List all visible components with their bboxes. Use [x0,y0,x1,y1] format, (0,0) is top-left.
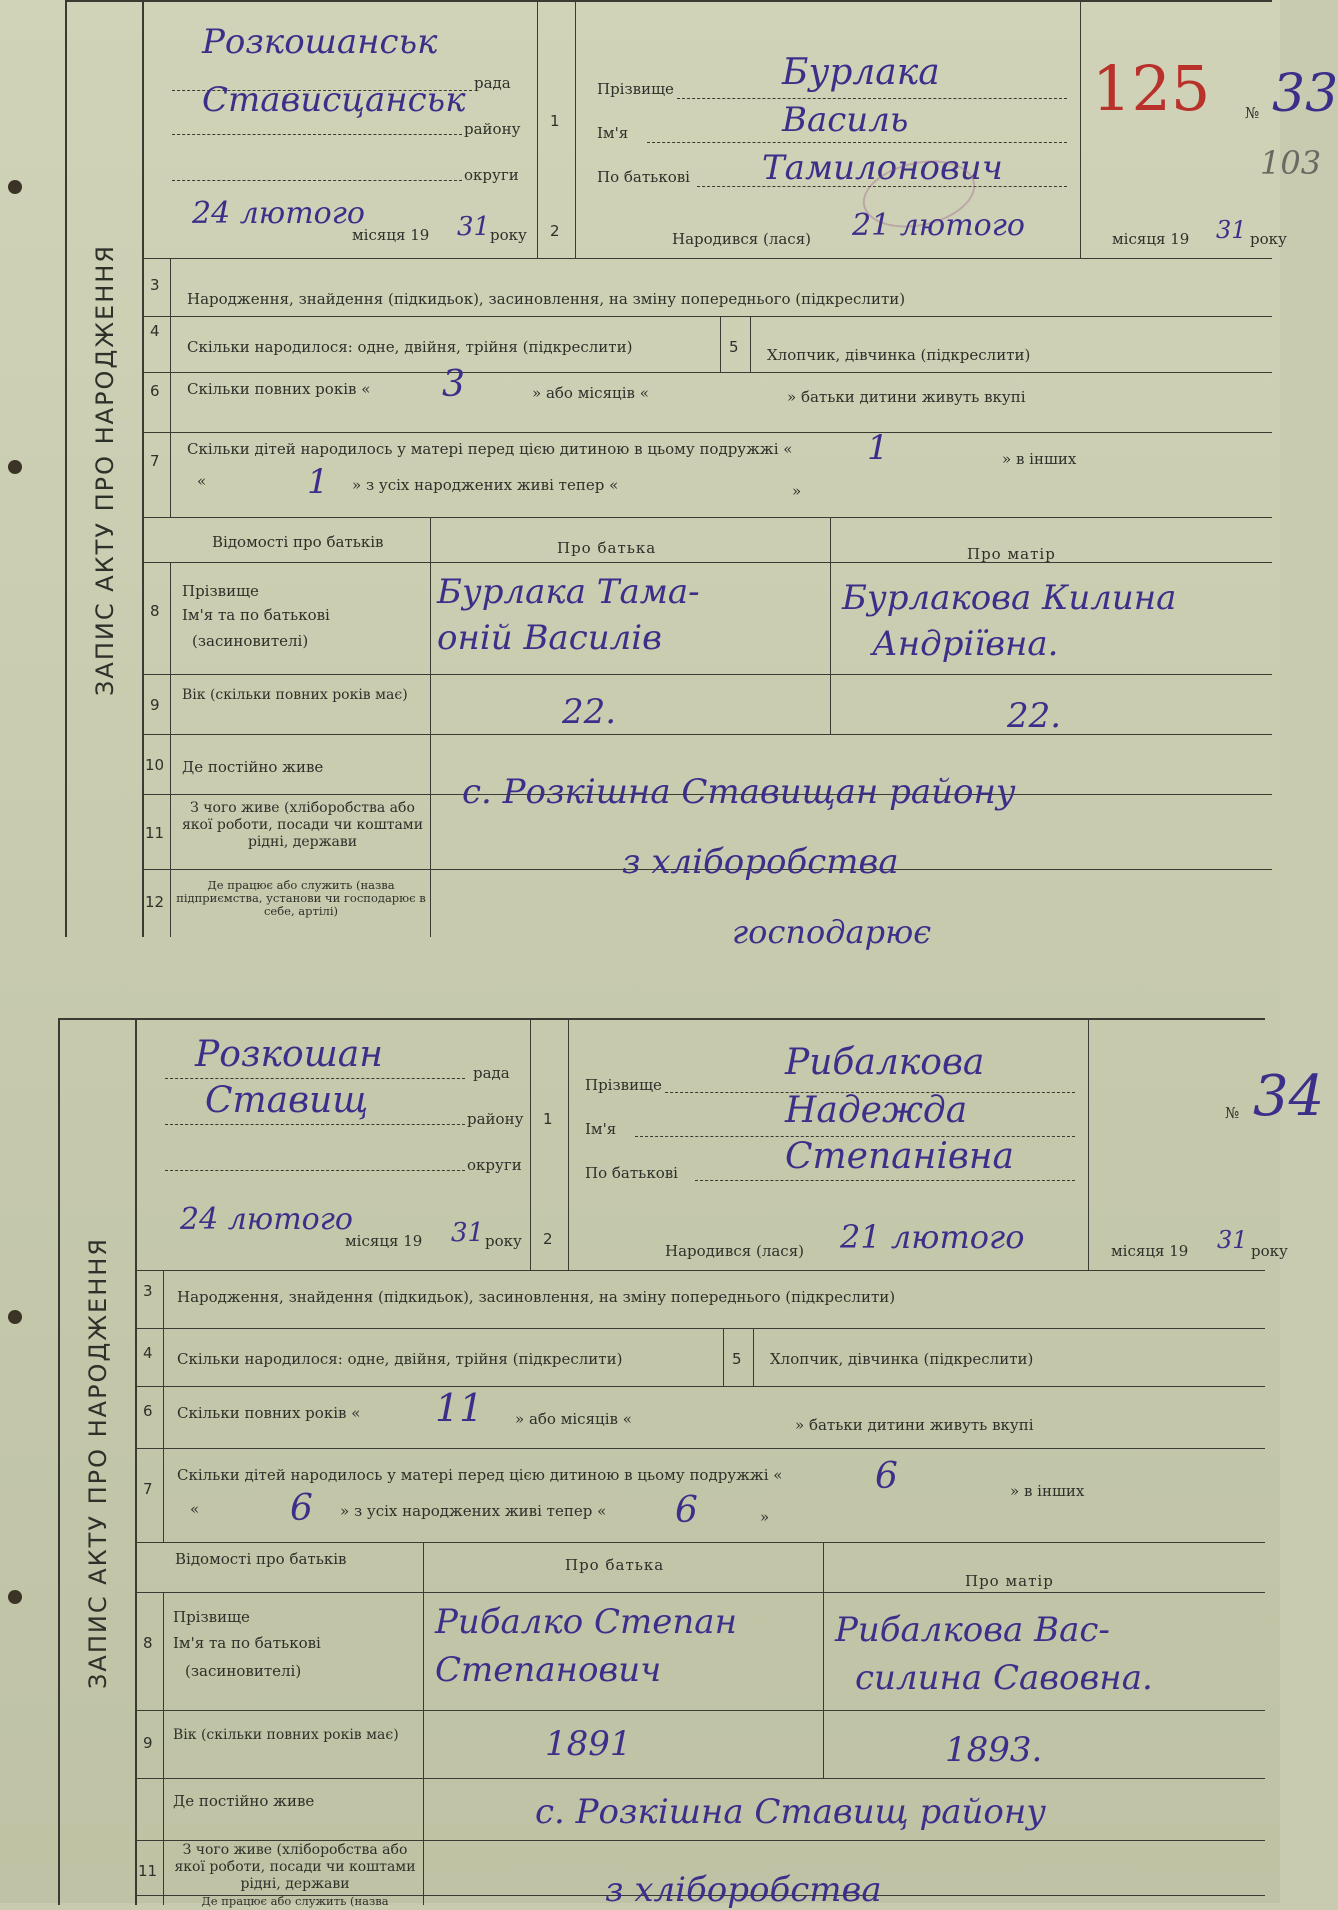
row-3 [135,1270,1265,1329]
row-7-number: 7 [143,1480,153,1498]
row-11-number: 11 [138,1862,158,1880]
row-7 [142,428,1272,518]
row-11 [142,794,1272,882]
row-7 [135,1448,1265,1543]
red-archive-number: 125 [1092,52,1211,125]
row-7-text-c: « [190,1500,200,1518]
registration-year-suffix: року [485,1232,522,1250]
row-7-text-b: » в інших [1002,450,1077,468]
father-name-line-2: оній Василів [437,618,662,658]
father-name-line-1: Рибалко Степан [435,1602,737,1642]
row-6-number: 6 [150,382,160,400]
name-value: Василь [782,100,909,140]
father-column-head: Про батька [557,539,657,557]
parents-head-label: Відомості про батьків [175,1550,347,1568]
row-4-text: Скільки народилося: одне, двійня, трійня (підкреслити) [177,1350,623,1368]
row-7-num-cell [142,432,171,517]
row-8 [142,562,1272,675]
mother-column-head: Про матір [965,1572,1054,1590]
okrug-line [165,1170,465,1171]
raion-label: району [464,120,521,138]
father-age: 1891 [545,1724,632,1764]
row-8-label-2: Ім'я та по батькові [182,606,330,624]
workplace-value: господарює [732,913,932,951]
row-6 [142,364,1272,433]
registration-date-label: місяця 19 [352,226,430,244]
row-10-num-cell [135,1778,164,1840]
row-8-label-2: Ім'я та по батькові [173,1634,321,1652]
row-5-text: Хлопчик, дівчинка (підкреслити) [770,1350,1034,1368]
binder-hole [8,1590,22,1604]
registration-date-value: 24 лютого [192,196,365,231]
rada-value: Розкошанськ [202,22,438,62]
row-9-label: Вік (скільки повних років має) [182,687,408,703]
father-name-line-1: Бурлака Тама- [437,572,700,612]
born-date-value: 21 лютого [852,208,1025,243]
record-no-label: № [1225,1104,1240,1122]
surname-value: Рибалкова [785,1042,985,1083]
parents-header-row [135,1542,1265,1593]
patronymic-value: Степанівна [785,1136,1014,1177]
row-9 [135,1710,1265,1779]
binder-hole [8,180,22,194]
row-7-text-c: « [197,472,207,490]
row-6-text-a: Скільки повних років « [187,380,371,398]
record-side-title [60,1020,137,1905]
row-6-text-c: » батьки дитини живуть вкупі [795,1416,1034,1434]
row-12 [135,1894,1265,1908]
row-6-text-c: » батьки дитини живуть вкупі [787,388,1026,406]
parents-header-row [142,517,1272,563]
binder-hole [8,1310,22,1324]
row-7-text-a: Скільки дітей народилось у матері перед цією дитиною в цьому подружжі « [187,440,793,458]
row-9-number: 9 [143,1734,153,1752]
row-10 [135,1778,1265,1841]
record-no-value: 34 [1253,1064,1325,1129]
livelihood-value: з хліборобства [622,842,899,882]
date-row [135,1190,1288,1270]
born-month-label: місяця 19 [1112,230,1190,248]
name-label: Ім'я [585,1120,617,1138]
row-7-value-2: 1 [307,462,329,502]
row-7-text-d: » з усіх народжених живі тепер « [340,1502,607,1520]
date-row [142,182,1287,258]
born-year: 31 [1217,1226,1248,1254]
row-9-father-cell [430,674,831,734]
row-10 [142,734,1272,812]
father-column-head: Про батька [565,1556,665,1574]
father-name-line-2: Степанович [435,1650,662,1690]
okrug-label: округи [467,1156,522,1174]
patronymic-line [695,1180,1075,1181]
row-5-text: Хлопчик, дівчинка (підкреслити) [767,346,1031,364]
mother-age: 1893. [945,1730,1043,1770]
mother-name-line-1: Бурлакова Килина [842,578,1177,618]
field-1-number: 1 [550,112,560,130]
row-11-label: З чого живе (хліборобства або якої роботи, посади чи коштами рідні, держави [174,1842,416,1892]
row-7-number: 7 [150,452,160,470]
rada-value: Розкошан [195,1034,383,1075]
surname-line [677,98,1067,99]
born-date-value: 21 лютого [840,1218,1025,1256]
row-7-text-a: Скільки дітей народилось у матері перед цією дитиною в цьому подружжі « [177,1466,783,1484]
row-8 [135,1592,1265,1711]
record-no-value: 33 [1272,64,1338,124]
row-3-number: 3 [143,1282,153,1300]
row-8-label-1: Прізвище [182,582,259,600]
born-year-suffix: року [1250,230,1287,248]
row-12 [142,869,1272,951]
raion-line [172,134,462,135]
row-7-value-3: 6 [675,1490,698,1531]
mother-name-line-2: силина Савовна. [855,1658,1153,1698]
row-12-number: 12 [145,893,165,911]
mother-age: 22. [1007,696,1062,736]
row-7-text-e: » [760,1508,770,1526]
row-4-number: 4 [150,322,160,340]
row-10-label: Де постійно живе [182,758,324,776]
birth-record-34 [58,1018,1325,1910]
row-12-num-cell [135,1895,164,1905]
row-3-text: Народження, знайдення (підкидьок), засиновлення, на зміну попереднього (підкреслити) [177,1288,896,1306]
registration-date-label: місяця 19 [345,1232,423,1250]
surname-label: Прізвище [585,1076,662,1094]
row-7-value-2: 6 [290,1488,313,1529]
record-no-label: № [1245,104,1260,122]
born-month-label: місяця 19 [1111,1242,1189,1260]
row-4-5 [135,1328,1265,1387]
row-12-label: Де працює або служить (назва підприємства, установи чи господарює в себе, артілі) [176,878,426,918]
row-6-num-cell [142,372,171,432]
row-7-text-d: » з усіх народжених живі тепер « [352,476,619,494]
side-title: ЗАПИС АКТУ ПРО НАРОДЖЕННЯ [84,1236,112,1689]
row-3-text: Народження, знайдення (підкидьок), засиновлення, на зміну попереднього (підкреслити) [187,290,906,308]
parents-head-label: Відомості про батьків [212,533,384,551]
row-3 [142,258,1272,317]
row-8-label-3: (засиновителі) [192,632,309,650]
mother-name-line-1: Рибалкова Вас- [835,1610,1110,1650]
rada-label: рада [473,1064,510,1082]
row-7-text-b: » в інших [1010,1482,1085,1500]
row-8-label-1: Прізвище [173,1608,250,1626]
okrug-line [172,180,462,181]
binder-hole [8,460,22,474]
row-12-label: Де працює або служить (назва [201,1894,389,1908]
row-6-text-b: » або місяців « [515,1410,632,1428]
row-7-value-1: 1 [867,428,889,468]
row-8-number: 8 [150,602,160,620]
born-year-suffix: року [1251,1242,1288,1260]
row-6-text-a: Скільки повних років « [177,1404,361,1422]
row-7-value-1: 6 [875,1456,898,1497]
patronymic-label: По батькові [585,1164,678,1182]
row-3-number: 3 [150,276,160,294]
row-8-number: 8 [143,1634,153,1652]
row-6-text-b: » або місяців « [532,384,649,402]
row-11-number: 11 [145,824,165,842]
row-5-number: 5 [732,1350,742,1368]
raion-value: Ставищ [205,1080,369,1121]
row-6-number: 6 [143,1402,153,1420]
row-4-number: 4 [143,1344,153,1362]
field-2-number: 2 [543,1230,553,1248]
father-age: 22. [562,692,617,732]
row-10-label: Де постійно живе [173,1792,315,1810]
row-9 [142,674,1272,735]
patronymic-value: Тамилонович [762,148,1003,188]
raion-line [165,1124,465,1125]
born-label: Народився (лася) [672,230,812,248]
raion-label: району [467,1110,524,1128]
surname-value: Бурлака [782,52,940,93]
born-year: 31 [1216,216,1247,244]
mother-column-head: Про матір [967,545,1056,563]
row-9-label: Вік (скільки повних років має) [173,1727,399,1743]
row-6-years-value: 3 [442,364,465,405]
registration-year: 31 [451,1218,485,1248]
name-line [647,142,1067,143]
patronymic-label: По батькові [597,168,690,186]
rada-label: рада [474,74,511,92]
livelihood-value: з хліборобства [605,1870,882,1910]
registration-year-suffix: року [490,226,527,244]
surname-label: Прізвище [597,80,674,98]
born-label: Народився (лася) [665,1242,805,1260]
okrug-label: округи [464,166,519,184]
registration-date-value: 24 лютого [180,1202,353,1237]
registration-year: 31 [457,212,491,242]
row-11-label: З чого живе (хліборобства або якої роботи, посади чи коштами рідні, держави [181,800,424,850]
rada-line [165,1078,465,1079]
side-title: ЗАПИС АКТУ ПРО НАРОДЖЕННЯ [91,243,119,696]
record-side-title [67,2,144,937]
field-1-number: 1 [543,1110,553,1128]
birth-record-33 [65,0,1338,951]
field-2-number: 2 [550,222,560,240]
row-7-text-e: » [792,482,802,500]
row-5-number: 5 [729,338,739,356]
row-8-label-3: (засиновителі) [185,1662,302,1680]
name-value: Надежда [785,1090,968,1131]
pencil-number: 103 [1260,144,1322,182]
row-4-5 [142,316,1272,373]
row-4-text: Скільки народилося: одне, двійня, трійня (підкреслити) [187,338,633,356]
residence-value: с. Розкішна Ставищан району [462,772,1016,812]
row-6 [135,1386,1265,1449]
row-10-number: 10 [145,756,165,774]
row-6-years-value: 11 [435,1386,484,1430]
mother-name-line-2: Андріївна. [872,624,1059,664]
row-9-number: 9 [150,696,160,714]
raion-value: Стависцанськ [202,80,466,120]
name-label: Ім'я [597,124,629,142]
residence-value: с. Розкішна Ставищ району [535,1792,1046,1832]
